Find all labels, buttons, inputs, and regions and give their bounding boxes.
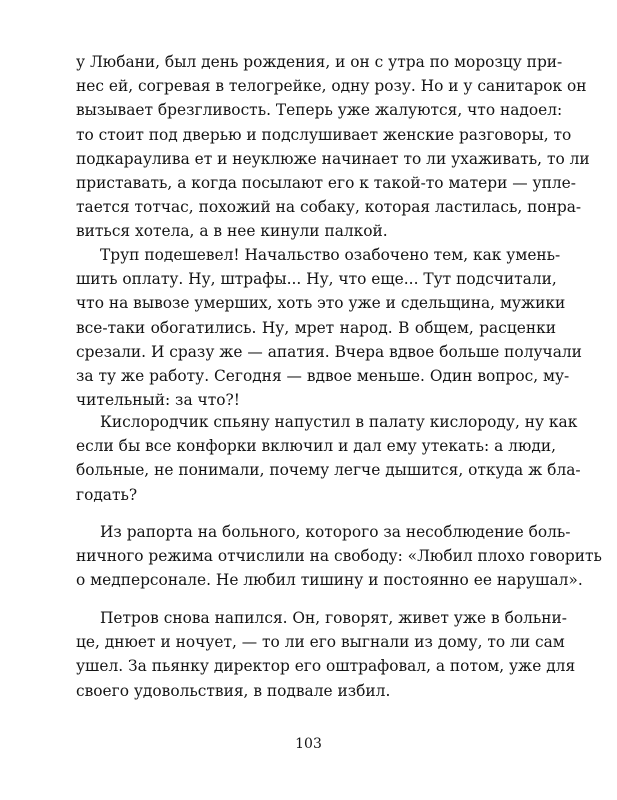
- text-line: за ту же работу. Сегодня — вдвое меньше. Один вопрос, му-: [76, 366, 570, 385]
- text-line: подкараулива ет и неуклюже начинает то ли ухаживать, то ли: [76, 149, 590, 168]
- text-line: о медперсонале. Не любил тишину и постоянно ее нарушал».: [76, 571, 583, 590]
- paragraph-2: [76, 243, 582, 412]
- text-line: виться хотела, а в нее кинули палкой.: [76, 222, 388, 241]
- paragraph-1: [76, 50, 590, 244]
- text-line: вызывает брезгливость. Теперь уже жалуются, что надоел:: [76, 101, 563, 120]
- text-line: приставать, а когда посылают его к такой-то матери — упле-: [76, 173, 576, 192]
- text-line: чительный: за что?!: [76, 391, 240, 410]
- paragraph-3: [76, 410, 581, 507]
- text-line: Петров снова напился. Он, говорят, живет уже в больни-: [100, 609, 567, 627]
- text-line: срезали. И сразу же — апатия. Вчера вдвое больше получали: [76, 342, 582, 361]
- text-line: у Любани, был день рождения, и он с утра по морозцу при-: [76, 53, 563, 71]
- text-line: ничного режима отчислили на свободу: «Любил плохо говорить: [76, 547, 602, 566]
- paragraph-5: [76, 606, 576, 703]
- text-line: что на вывозе умерших, хоть это уже и сдельщина, мужики: [76, 294, 566, 313]
- text-line: це, днюет и ночует, — то ли его выгнали из дому, то ли сам: [76, 633, 565, 652]
- text-line: то стоит под дверью и подслушивает женские разговоры, то: [76, 125, 572, 144]
- text-line: Из рапорта на больного, которого за несоблюдение боль-: [100, 523, 571, 541]
- paragraph-4: [76, 520, 602, 593]
- text-line: больные, не понимали, почему легче дышится, откуда ж бла-: [76, 461, 581, 480]
- text-line: Труп подешевел! Начальство озабочено тем, как умень-: [100, 246, 561, 264]
- text-line: шить оплату. Ну, штрафы... Ну, что еще... Тут подсчитали,: [76, 270, 557, 289]
- text-line: тается тотчас, похожий на собаку, которая ластилась, понра-: [76, 198, 582, 217]
- text-line: Кислородчик спьяну напустил в палату кислороду, ну как: [100, 413, 578, 431]
- text-line: своего удовольствия, в подвале избил.: [76, 681, 391, 700]
- text-line: нес ей, согревая в телогрейке, одну розу. Но и у санитарок он: [76, 77, 587, 96]
- text-line: если бы все конфорки включил и дал ему утекать: а люди,: [76, 437, 556, 456]
- text-line: все-таки обогатились. Ну, мрет народ. В общем, расценки: [76, 318, 556, 337]
- text-line: годать?: [76, 485, 138, 504]
- text-line: ушел. За пьянку директор его оштрафовал, а потом, уже для: [76, 657, 576, 676]
- page-number: 103: [295, 736, 322, 752]
